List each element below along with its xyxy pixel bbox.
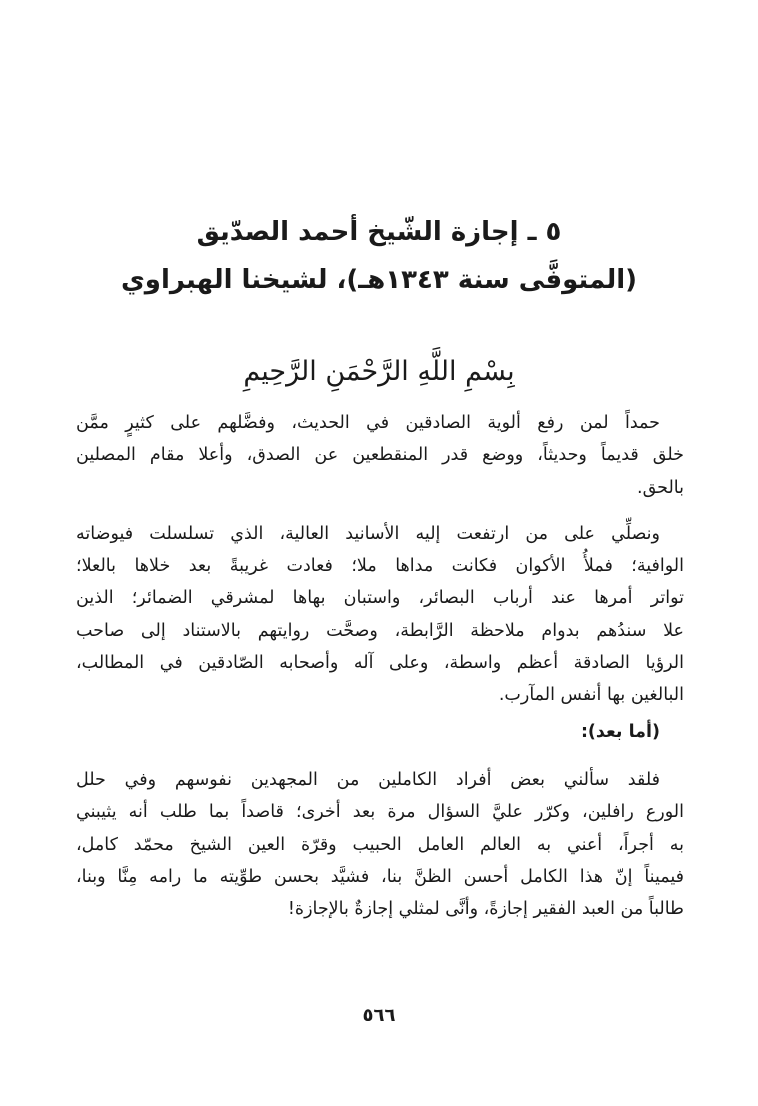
text-line: بالحق. [637, 477, 684, 498]
text-line: علا سندُهم بدوام ملاحظة الرَّابطة، وصحَّت روايتهم بالاستناد إلى صاحب [76, 620, 684, 641]
basmala: بِسْمِ اللَّهِ الرَّحْمَنِ الرَّحِيمِ [243, 356, 515, 387]
paragraph-1 [76, 407, 684, 504]
text-line: طالباً من العبد الفقير إجازةً، وأنَّى لمثلي إجازةٌ بالإجازة! [287, 899, 684, 920]
text-line: خلق قديماً وحديثاً، ووضع قدر المنقطعين عن الصدق، وأعلا مقام المصلين [76, 445, 684, 466]
page-number: ٥٦٦ [362, 1005, 396, 1026]
text-line: الورع رافلين، وكرّر عليَّ السؤال مرة بعد أخرى؛ قاصداً بما طلب أنه يثيبني [76, 802, 684, 823]
text-line: البالغين بها أنفس المآرب. [498, 685, 684, 706]
text-line: فيميناً إنّ هذا الكامل أحسن الظنَّ بنا، فشيَّد بحسن طوِّيته ما رامه مِنَّا وبنا، [76, 866, 684, 887]
text-line: حمداً لمن رفع ألوية الصادقين في الحديث، وفضَّلهم على كثيرٍ ممَّن [76, 413, 660, 433]
text-line: ونصلِّي على من ارتفعت إليه الأسانيد العالية، الذي تسلسلت فيوضاته [76, 523, 660, 544]
paragraph-3 [76, 764, 684, 925]
text-line: الرؤيا الصادقة أعظم واسطة، وعلى آله وأصحابه الصّادقين في المطالب، [76, 653, 684, 674]
chapter-title [0, 208, 758, 304]
text-line: تواتر أمرها عند أرباب البصائر، واستبان بهاها لمشرقي الضمائر؛ الذين [76, 588, 684, 609]
paragraph-gap [76, 748, 684, 764]
text-line: الوافية؛ فملأُ الأكوان فكانت مداها ملا؛ فعادت غريبةً بعد خلاها بالعلا؛ [76, 556, 684, 577]
text-line: به أجراً، أعني به العالم العامل الحبيب وقرّة العين الشيخ محمّد كامل، [76, 834, 684, 855]
text-line: فلقد سألني بعض أفراد الكاملين من المجهدين نفوسهم وفي حلل [76, 769, 660, 790]
text-line: (أما بعد): [580, 721, 660, 742]
title-line-2: (المتوفَّى سنة ١٣٤٣هـ)، لشيخنا الهبراوي [120, 265, 638, 295]
body-text [76, 407, 684, 925]
paragraph-gap [76, 504, 684, 518]
section-heading [76, 716, 684, 748]
title-line-1: ٥ ـ إجازة الشّيخ أحمد الصدّيق [196, 217, 562, 247]
paragraph-2 [76, 518, 684, 712]
